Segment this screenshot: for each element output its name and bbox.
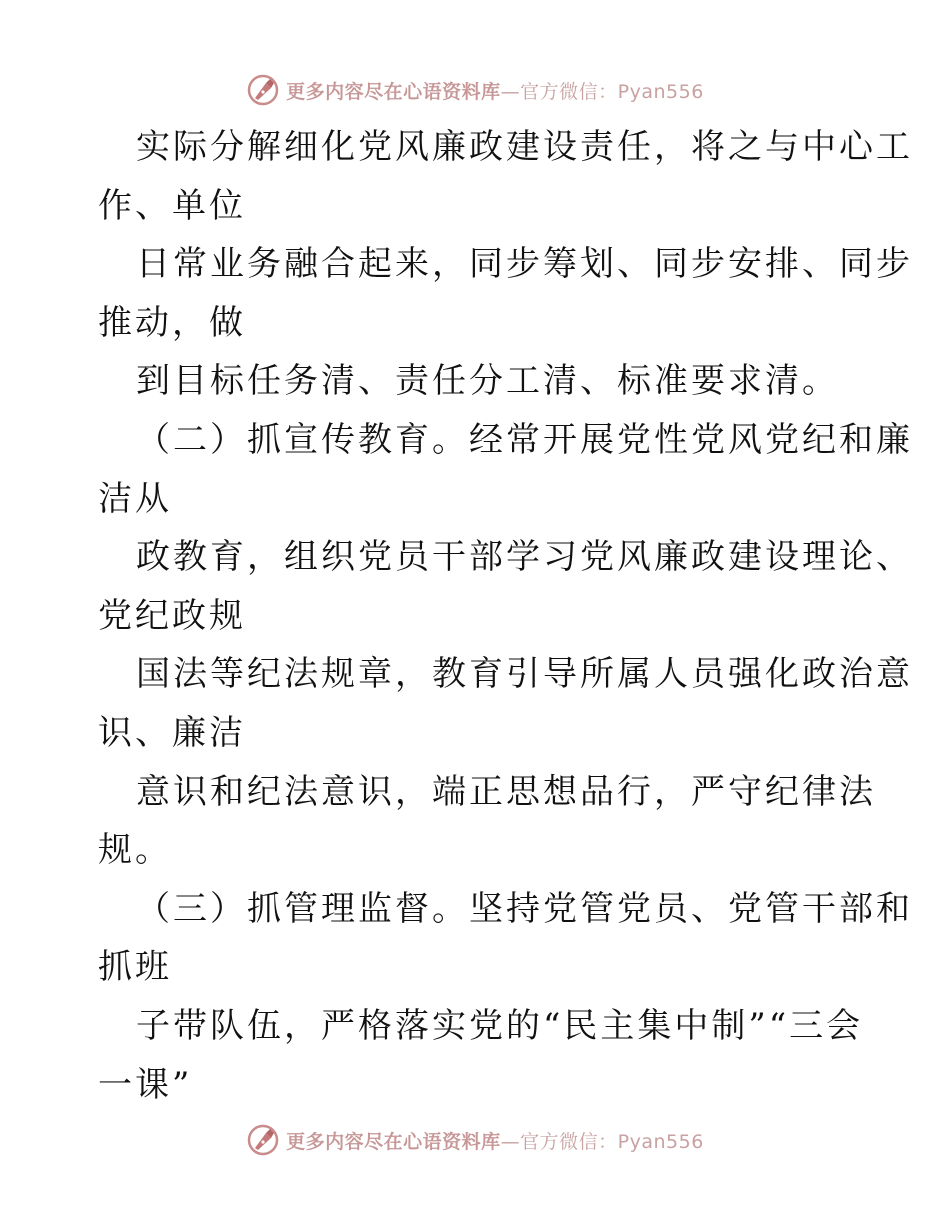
- paragraph-line: 日常业务融合起来，同步筹划、同步安排、同步: [136, 244, 913, 285]
- watermark-text: 更多内容尽在心语资料库—官方微信：Pyan556: [286, 1130, 704, 1153]
- paragraph-line: 实际分解细化党风廉政建设责任，将之与中心工: [136, 127, 913, 167]
- paragraph-line: 意识和纪法意识，端正思想品行，严守纪律法: [136, 771, 876, 812]
- paragraph-line: 抓班: [98, 947, 172, 988]
- paragraph-line: 到目标任务清、责任分工清、标准要求清。: [136, 361, 839, 402]
- pen-nib-logo-icon: [246, 1123, 280, 1157]
- header-watermark: [0, 70, 950, 110]
- watermark-text: 更多内容尽在心语资料库—官方微信：Pyan556: [286, 80, 704, 103]
- paragraph-line: 子带队伍，严格落实党的“民主集中制”“三会: [136, 1005, 864, 1046]
- paragraph-line: 识、廉洁: [98, 712, 246, 753]
- footer-watermark: [0, 1120, 950, 1160]
- pen-nib-logo-icon: [246, 73, 280, 107]
- paragraph-line: 推动，做: [98, 302, 246, 343]
- paragraph-line: 党纪政规: [98, 595, 246, 636]
- paragraph-line: 作、单位: [98, 185, 246, 226]
- paragraph-line: （二）抓宣传教育。经常开展党性党风党纪和廉: [136, 419, 913, 460]
- paragraph-line: 规。: [98, 830, 172, 871]
- document-body: [98, 118, 913, 1114]
- paragraph-line: 政教育，组织党员干部学习党风廉政建设理论、: [136, 537, 913, 578]
- paragraph-line: 一课”: [98, 1064, 193, 1105]
- paragraph-line: （三）抓管理监督。坚持党管党员、党管干部和: [136, 888, 913, 929]
- paragraph-line: 国法等纪法规章，教育引导所属人员强化政治意: [136, 654, 913, 695]
- paragraph-line: 洁从: [98, 478, 172, 519]
